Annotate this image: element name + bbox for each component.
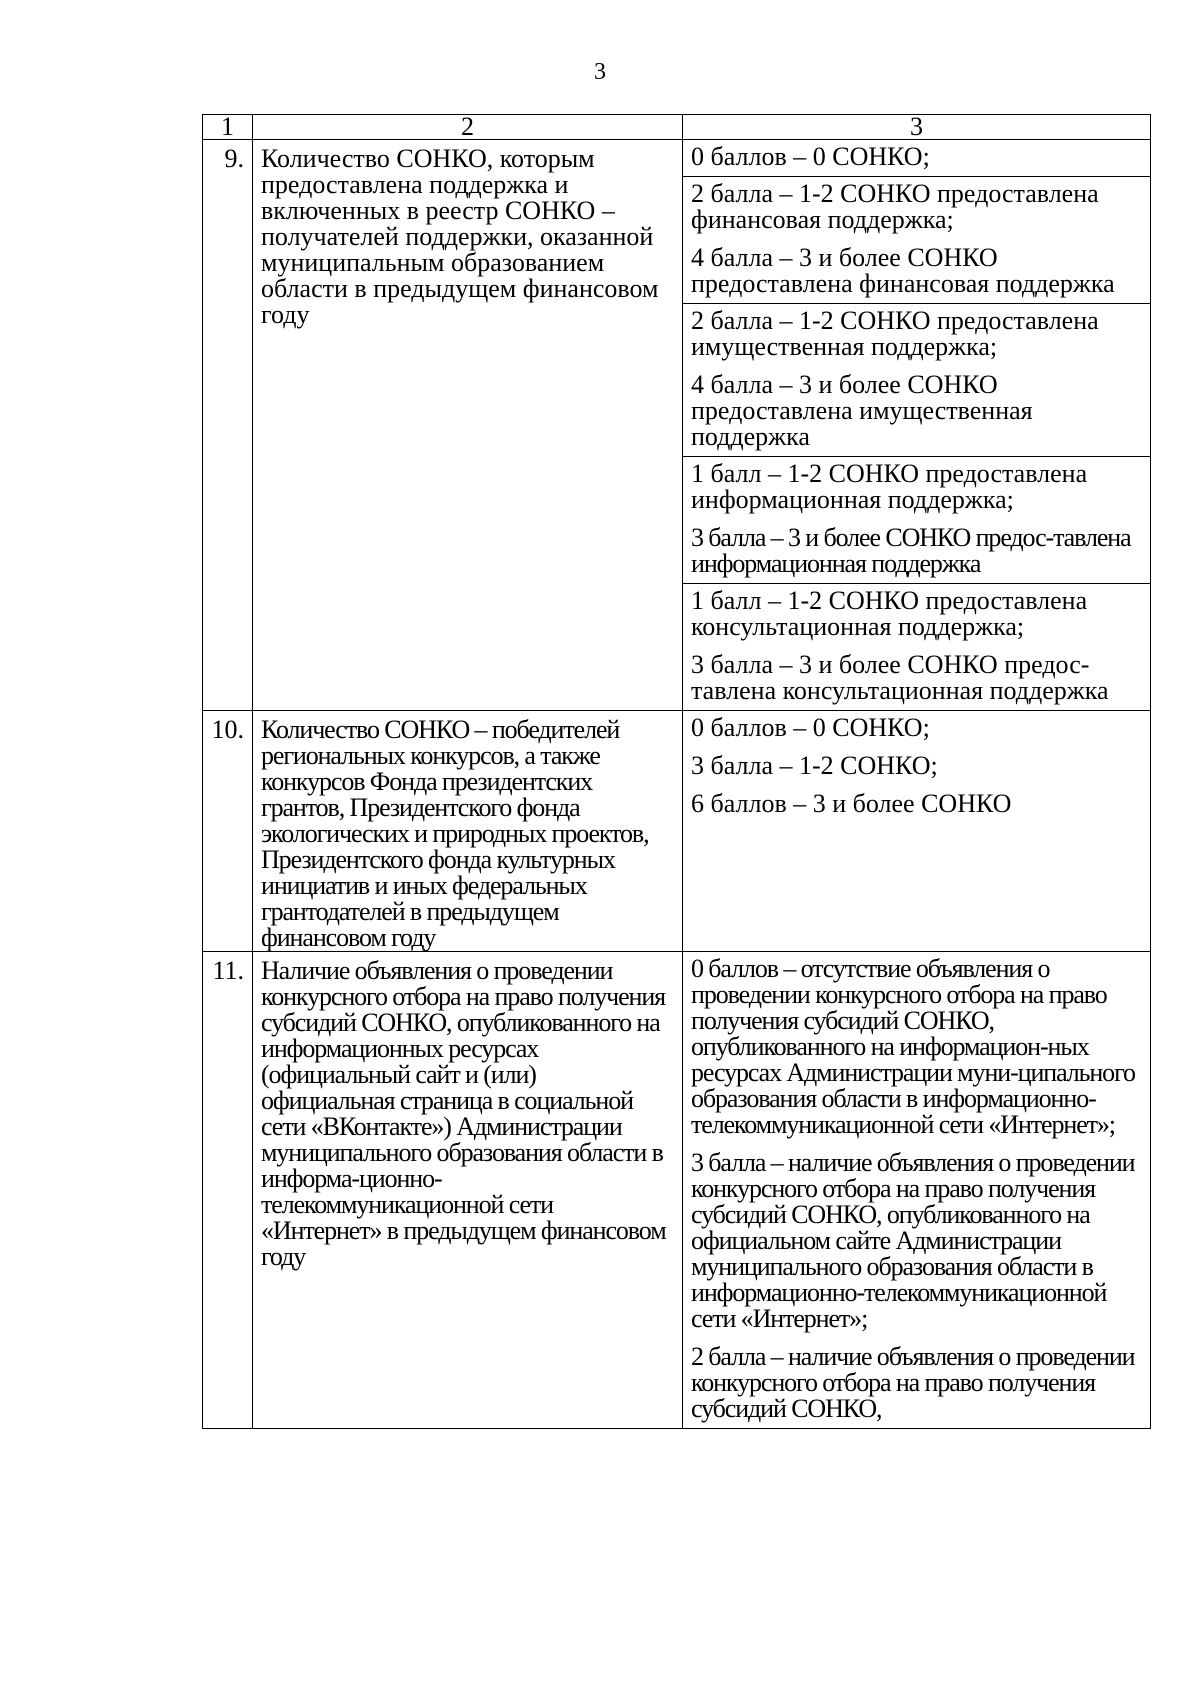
score-item: 3 балла – 3 и более СОНКО предос-тавлена информационная поддержка [691,523,1131,578]
score-item: 4 балла – 3 и более СОНКО предоставлена финансовая поддержка [691,243,1115,298]
score-item: 1 балл – 1-2 СОНКО предоставлена информационная поддержка; [691,459,1088,514]
score-item: 3 балла – 1-2 СОНКО; [691,751,938,780]
column-header-3: 3 [683,115,1151,140]
table-row [203,140,1151,177]
row-number: 10. [203,711,253,952]
score-item: 2 балла – 1-2 СОНКО предоставлена финансовая поддержка; [691,179,1099,234]
criteria-table [202,114,1151,1429]
indicator-text: Количество СОНКО – победителей региональных конкурсов, а также конкурсов Фонда президентских грантов, Президентского фонда экологических и природных проектов, Президентского фонда культурных инициатив и иных федеральных грантодателей в предыдущем финансовом году [253,711,683,952]
score-group [683,952,1151,1429]
score-item: 4 балла – 3 и более СОНКО предоставлена имущественная поддержка [691,370,1033,451]
row-number: 9. [203,140,253,711]
indicator-text: Наличие объявления о проведении конкурсного отбора на право получения субсидий СОНКО, опубликованного на информационных ресурсах (официальный сайт и (или) официальная страница в социальной сети «ВКонтакте») Администрации муниципального образования области в информа-ционно-телекоммуникационной сети «Интернет» в предыдущем финансовом году [253,952,683,1429]
table-header-row [203,115,1151,140]
score-group [683,711,1151,952]
score-item: 0 баллов – 0 СОНКО; [691,142,930,171]
score-group [683,177,1151,304]
indicator-text: Количество СОНКО, которым предоставлена поддержка и включенных в реестр СОНКО – получателей поддержки, оказанной муниципальным образованием области в предыдущем финансовом году [253,140,683,711]
score-item: 2 балла – наличие объявления о проведении конкурсного отбора на право получения субсидий СОНКО, [691,1342,1135,1423]
score-item: 3 балла – наличие объявления о проведении конкурсного отбора на право получения субсидий СОНКО, опубликованного на официальном сайте Администрации муниципального образования области в информационно-телекоммуникационной сети «Интернет»; [691,1148,1135,1333]
score-group [683,584,1151,711]
score-item: 1 балл – 1-2 СОНКО предоставлена консультационная поддержка; [691,586,1088,641]
score-item: 0 баллов – отсутствие объявления о проведении конкурсного отбора на право получения субсидий СОНКО, опубликованного на информацион-ных ресурсах Администрации муни-ципального образования области в информационно-телекоммуникационной сети «Интернет»; [691,954,1135,1139]
page-number: 3 [594,59,606,85]
row-number: 11. [203,952,253,1429]
score-item: 3 балла – 3 и более СОНКО предос-тавлена консультационная поддержка [691,650,1109,705]
column-header-1: 1 [203,115,253,140]
column-header-2: 2 [253,115,683,140]
score-group [683,457,1151,584]
score-item: 0 баллов – 0 СОНКО; [691,713,930,742]
score-group [683,140,1151,177]
score-item: 6 баллов – 3 и более СОНКО [691,789,1012,818]
score-group [683,304,1151,457]
score-item: 2 балла – 1-2 СОНКО предоставлена имущественная поддержка; [691,306,1099,361]
table-row [203,711,1151,952]
table-row [203,952,1151,1429]
